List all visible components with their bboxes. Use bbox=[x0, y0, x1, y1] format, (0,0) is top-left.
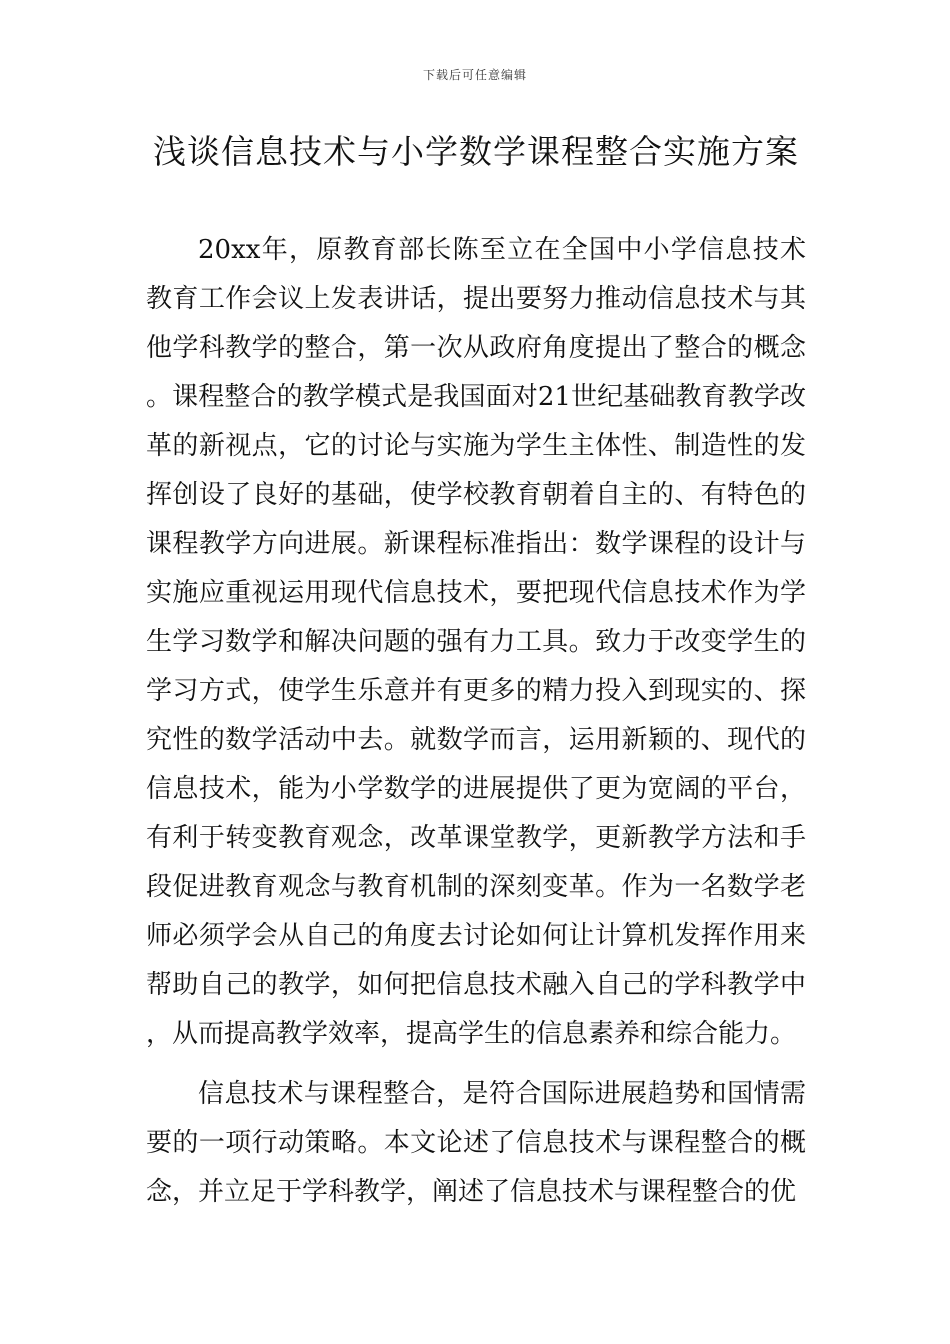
header-note: 下载后可任意编辑 bbox=[422, 68, 527, 82]
body-paragraph-2: 信息技术与课程整合，是符合国际进展趋势和国情需要的一项行动策略。本文论述了信息技术与课程整合的概念，并立足于学科教学，阐述了信息技术与课程整合的优 bbox=[146, 1079, 806, 1207]
document-body bbox=[146, 226, 806, 1217]
body-paragraph-1: 20xx年，原教育部长陈至立在全国中小学信息技术教育工作会议上发表讲话，提出要努力推动信息技术与其他学科教学的整合，第一次从政府角度提出了整合的概念。课程整合的教学模式是我国面对21世纪基础教育教学改革的新视点，它的讨论与实施为学生主体性、制造性的发挥创设了良好的基础，使学校教育朝着自主的、有特色的课程教学方向进展。新课程标准指出：数学课程的设计与实施应重视运用现代信息技术，要把现代信息技术作为学生学习数学和解决问题的强有力工具。致力于改变学生的学习方式，使学生乐意并有更多的精力投入到现实的、探究性的数学活动中去。就数学而言，运用新颖的、现代的信息技术，能为小学数学的进展提供了更为宽阔的平台，有利于转变教育观念，改革课堂教学，更新教学方法和手段促进教育观念与教育机制的深刻变革。作为一名数学老师必须学会从自己的角度去讨论如何让计算机发挥作用来帮助自己的教学，如何把信息技术融入自己的学科教学中，从而提高教学效率，提高学生的信息素养和综合能力。 bbox=[146, 235, 806, 1049]
document-title: 浅谈信息技术与小学数学课程整合实施方案 bbox=[153, 132, 799, 171]
